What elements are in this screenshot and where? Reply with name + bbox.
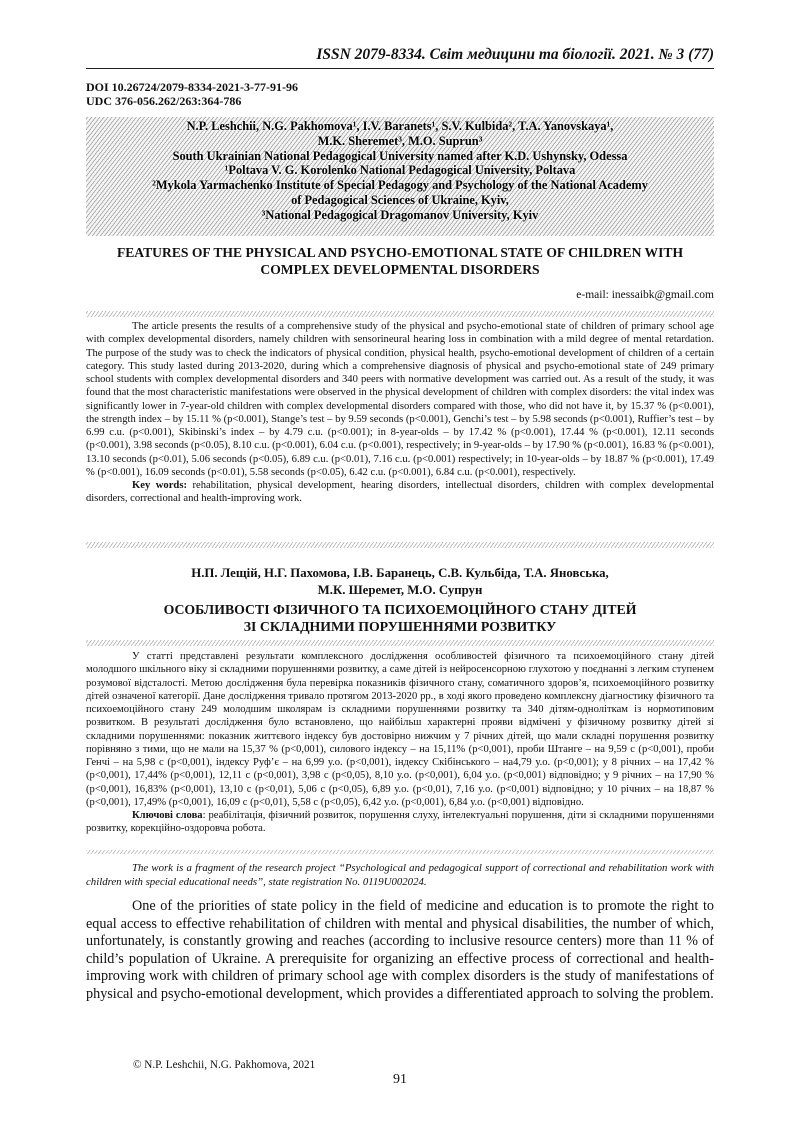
title-ua-line-1: ОСОБЛИВОСТІ ФІЗИЧНОГО ТА ПСИХОЕМОЦІЙНОГО СТАНУ ДІТЕЙ xyxy=(163,602,637,617)
authors-line-2: M.K. Sheremet³, M.O. Suprun³ xyxy=(317,133,483,148)
abstract-ua-top-border xyxy=(86,640,714,646)
article-identifiers xyxy=(86,80,298,108)
funding-note-text: The work is a fragment of the research project “Psychological and pedagogical support of correctional and rehabilitation work with children with special educational needs”, state registration No. 0119U002024. xyxy=(86,862,714,888)
abstract-en xyxy=(86,320,714,506)
affiliation-line-5: ³National Pedagogical Dragomanov University, Kyiv xyxy=(261,207,539,222)
abstract-en-bottom-border xyxy=(86,542,714,548)
funding-note xyxy=(86,862,714,889)
article-title-ua xyxy=(86,601,714,635)
doi-line: DOI 10.26724/2079-8334-2021-3-77-91-96 xyxy=(86,80,298,94)
abstract-en-body: The article presents the results of a comprehensive study of the physical and psycho-emotional state of children of primary school age with complex developmental disorders, namely children with sensorineural hearing loss in combination with a mild degree of mental retardation. The purpose of the study was to check the indicators of physical condition, physical health, psycho-emotional development of children of a certain category. This study lasted during 2013-2020, during which a comprehensive diagnosis of physical and psycho-emotional state of 249 primary school students with complex developmental disorders and 340 peers with normative development was carried out. As a result of the study, it was found that the most characteristic manifestations were observed in the physical development of children with complex disorders: the vital index was significantly lower in 7-year-old children with complex developmental disorders compared with those, who did not have it, by 15.37 % (p<0.001), the strength index – by 15.11 % (p<0.001), Stange’s test – by 9.59 seconds (p<0.001), Genchi’s test – by 5.98 seconds (p<0.001), Ruffier’s test – by 6.99 c.u. (p<0.001), Skibinski’s index – by 4.79 c.u. (p<0.001); in 8-year-olds – by 17.42 % (p<0.001), 17.44 % (p<0.001), 12.11 seconds (p<0.001), 3.98 seconds (p<0.05), 8.10 c.u. (p<0.001), 6.04 c.u. (p<0.001), respectively; in 9-year-olds – by 17.90 % (p<0.001), 16.83 % (p<0.001), 13.10 seconds (p<0.01), 5.06 seconds (p<0.05), 6.89 c.u. (p<0.01), 7.16 c.u. (p<0.001) respectively; in 10-year-olds – by 18.87 % (p<0.001), 17.49 % (p<0.001), 16.09 seconds (p<0.01), 5.58 seconds (p<0.05), 6.42 c.u. (p<0.001), 6.84 c.u. (p<0.001), respectively. xyxy=(86,321,714,478)
abstract-en-top-border xyxy=(86,311,714,317)
keywords-ua-text: : реабілітація, фізичний розвиток, порушення слуху, інтелектуальні порушення, діти зі складними порушеннями розвитку, корекційно-оздоровча робота. xyxy=(86,810,714,835)
affiliation-line-1: South Ukrainian National Pedagogical University named after K.D. Ushynsky, Odessa xyxy=(172,148,628,163)
main-text xyxy=(86,898,714,1003)
title-ua-line-2: ЗІ СКЛАДНИМИ ПОРУШЕННЯМИ РОЗВИТКУ xyxy=(243,619,557,634)
abstract-ua xyxy=(86,650,714,836)
authors-ua xyxy=(86,565,714,599)
funding-note-divider xyxy=(86,850,714,854)
running-head: ISSN 2079-8334. Світ медицини та біології. 2021. № 3 (77) xyxy=(316,46,714,63)
title-en-line-1: FEATURES OF THE PHYSICAL AND PSYCHO-EMOTIONAL STATE OF CHILDREN WITH xyxy=(116,245,684,260)
contact-email: e-mail: inessaibk@gmail.com xyxy=(576,289,714,301)
authors-ua-line-1: Н.П. Лещій, Н.Г. Пахомова, І.В. Баранець, С.В. Кульбіда, Т.А. Яновська, xyxy=(191,566,609,580)
title-en-line-2: COMPLEX DEVELOPMENTAL DISORDERS xyxy=(260,262,540,277)
header-divider xyxy=(86,68,714,69)
keywords-ua-label: Ключові слова xyxy=(132,810,203,821)
affiliation-line-4: of Pedagogical Sciences of Ukraine, Kyiv, xyxy=(291,192,509,207)
affiliation-line-2: ¹Poltava V. G. Korolenko National Pedagogical University, Poltava xyxy=(224,163,576,178)
authors-line-1: N.P. Leshchii, N.G. Pakhomova¹, I.V. Baranets¹, S.V. Kulbida², T.A. Yanovskaya¹, xyxy=(186,119,614,133)
keywords-ua xyxy=(86,809,714,836)
udc-line: UDC 376-056.262/263:364-786 xyxy=(86,94,242,108)
authors-affiliations-box xyxy=(86,117,714,236)
page-number: 91 xyxy=(393,1072,407,1087)
authors-ua-line-2: М.К. Шеремет, М.О. Супрун xyxy=(317,583,483,597)
keywords-en xyxy=(86,479,714,506)
abstract-ua-body: У статті представлені результати комплексного дослідження особливостей фізичного та психоемоційного стану дітей молодшого шкільного віку зі складними порушеннями розвитку, а саме дітей із нейросенсорною глухотою у поєднанні з легким ступенем розумової відсталості. Метою дослідження була перевірка показників фізичного стану, соматичного здоров’я, психоемоційного розвитку дітей означеної категорії. Дане дослідження тривало протягом 2013-2020 рр., в ході якого проведено комплексну діагностику фізичного та психоемоційного стану 249 молодшим школярам із складними порушеннями розвитку та 340 дітям-одноліткам із нормотиповим розвитком. В результаті дослідження було встановлено, що найбільш характерні прояви відмічені у фізичному розвитку дітей зі складними порушеннями: показник життєвого індексу був достовірно нижчим у 7 річних дітей, що мали складні порушення розвитку порівняно з тими, що не мали на 15,37 % (р<0,001), силового індексу – на 15,11% (р<0,001), проби Штанге – на 9,59 с (р<0,001), проби Генчі – на 5,98 с (р<0,001), індексу Руф’є – на 6,99 у.о. (р<0,001), індексу Скібінського – на4,79 у.о. (р<0,001); у 8 річних – на 17,42 %(р<0,001), 17,44% (р<0,001), 12,11 с (р<0,001), 3,98 с (р<0,05), 8,10 у.о. (р<0,001), 6,04 у.о. (р<0,001) відповідно; у 9 річних – на 17,90 % (р<0,001), 16,83% (р<0,001), 13,10 с (р<0,01), 5,06 с (р<0,05), 6,89 у.о. (р<0,01), 7,16 у.о. (р<0,001) відповідно; у 10 річних – на 18,87 % (р<0,001), 17,49% (р<0,001), 16,09 с (р<0,01), 5,58 с (р<0,05), 6,42 у.о. (р<0,001), 6,84 у.о. (р<0,001) відповідно. xyxy=(86,651,714,808)
article-title-en xyxy=(86,244,714,278)
keywords-en-text: rehabilitation, physical development, hearing disorders, intellectual disorders, children with complex developmental disorders, correctional and health-improving work. xyxy=(86,480,714,505)
body-paragraph-1: One of the priorities of state policy in the field of medicine and education is to promote the right to equal access to effective rehabilitation of children with mental and physical disabilities, the number of which, unfortunately, is constantly growing and reaches (according to inclusive resource centers) more than 11 % of child’s population of Ukraine. A prerequisite for organizing an effective process of correctional and health-improving work with children of primary school age with complex disorders is the study of manifestations of physical and psycho-emotional development, which provides a differentiated approach to solving the problem. xyxy=(86,898,714,1002)
affiliation-line-3: ²Mykola Yarmachenko Institute of Special Pedagogy and Psychology of the National Academy xyxy=(152,178,648,193)
keywords-en-label: Key words: xyxy=(132,480,187,491)
copyright-notice: © N.P. Leshchii, N.G. Pakhomova, 2021 xyxy=(133,1059,316,1071)
